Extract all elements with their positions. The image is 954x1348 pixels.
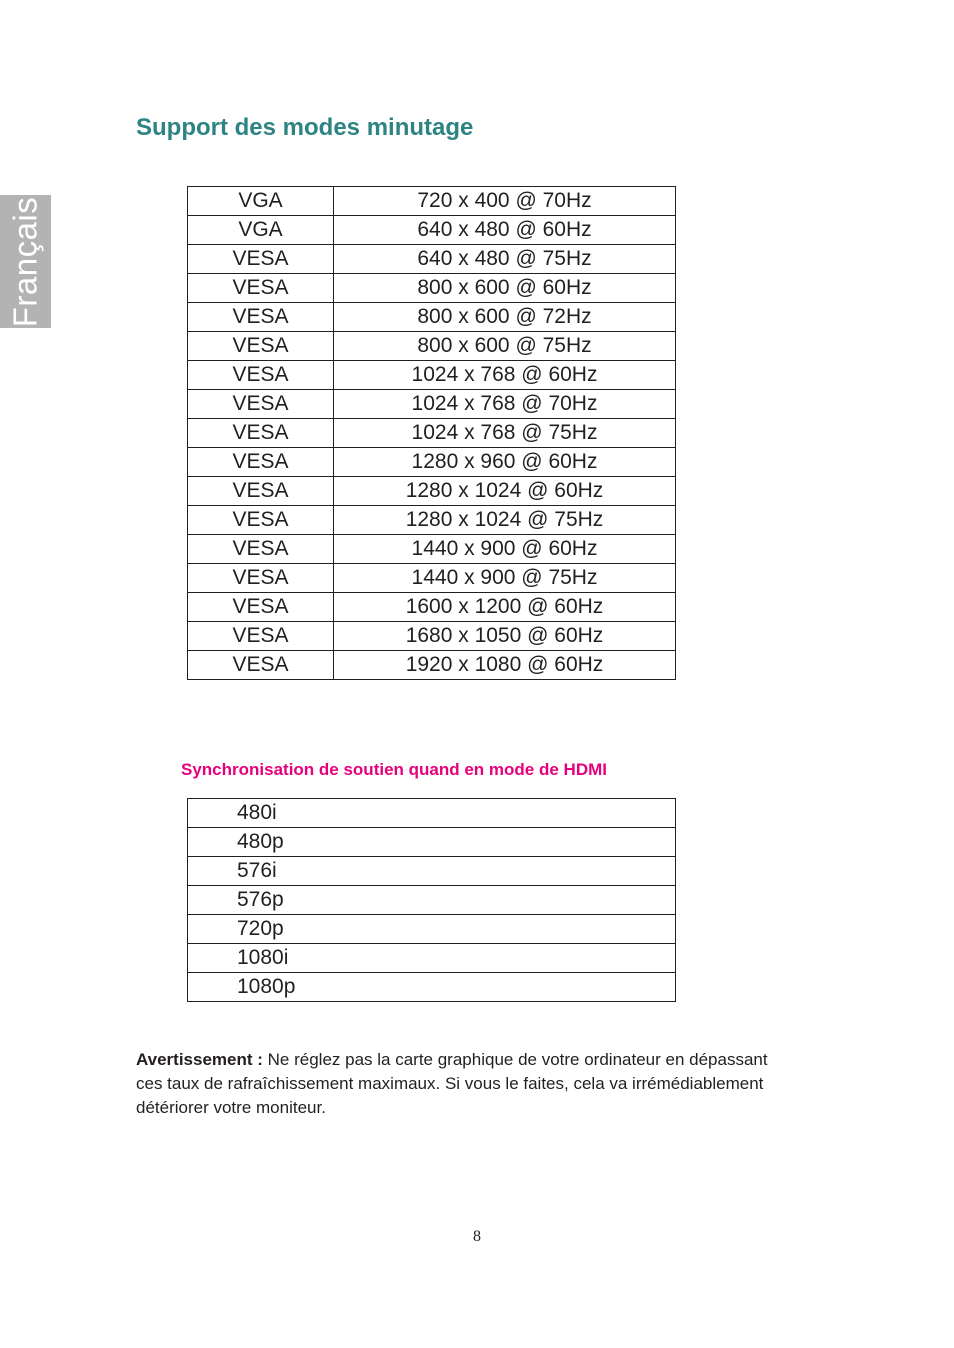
hdmi-mode-cell: 576p: [188, 886, 676, 915]
hdmi-modes-table: [187, 798, 676, 1002]
table-row: [188, 419, 676, 448]
resolution-cell: 1024 x 768 @ 70Hz: [334, 390, 676, 419]
standard-cell: VESA: [188, 390, 334, 419]
warning-label: Avertissement :: [136, 1050, 263, 1069]
table-row: [188, 651, 676, 680]
resolution-cell: 1600 x 1200 @ 60Hz: [334, 593, 676, 622]
table-row: [188, 915, 676, 944]
standard-cell: VESA: [188, 361, 334, 390]
language-label: Français: [6, 196, 44, 327]
standard-cell: VGA: [188, 187, 334, 216]
resolution-cell: 800 x 600 @ 72Hz: [334, 303, 676, 332]
hdmi-modes-table-body: [188, 799, 676, 1002]
resolution-cell: 1440 x 900 @ 60Hz: [334, 535, 676, 564]
resolution-cell: 1024 x 768 @ 75Hz: [334, 419, 676, 448]
table-row: [188, 274, 676, 303]
warning-text: Ne réglez pas la carte graphique de votre ordinateur en dépassant ces taux de rafraîchissement maximaux. Si vous le faites, cela va irrémédiablement détériorer votre moniteur.: [136, 1050, 768, 1117]
table-row: [188, 477, 676, 506]
standard-cell: VESA: [188, 593, 334, 622]
page-number: 8: [473, 1228, 481, 1245]
table-row: [188, 245, 676, 274]
hdmi-mode-cell: 480i: [188, 799, 676, 828]
table-row: [188, 535, 676, 564]
resolution-cell: 1280 x 960 @ 60Hz: [334, 448, 676, 477]
timing-modes-table-body: [188, 187, 676, 680]
hdmi-mode-cell: 480p: [188, 828, 676, 857]
resolution-cell: 1440 x 900 @ 75Hz: [334, 564, 676, 593]
table-row: [188, 187, 676, 216]
standard-cell: VESA: [188, 303, 334, 332]
standard-cell: VESA: [188, 564, 334, 593]
standard-cell: VESA: [188, 448, 334, 477]
standard-cell: VESA: [188, 419, 334, 448]
hdmi-mode-cell: 720p: [188, 915, 676, 944]
table-row: [188, 506, 676, 535]
standard-cell: VESA: [188, 245, 334, 274]
resolution-cell: 720 x 400 @ 70Hz: [334, 187, 676, 216]
hdmi-mode-cell: 1080p: [188, 973, 676, 1002]
standard-cell: VESA: [188, 651, 334, 680]
table-row: [188, 361, 676, 390]
table-row: [188, 593, 676, 622]
standard-cell: VESA: [188, 332, 334, 361]
table-row: [188, 216, 676, 245]
hdmi-mode-cell: 1080i: [188, 944, 676, 973]
table-row: [188, 622, 676, 651]
language-side-tab: [0, 195, 51, 328]
resolution-cell: 800 x 600 @ 60Hz: [334, 274, 676, 303]
standard-cell: VGA: [188, 216, 334, 245]
hdmi-mode-cell: 576i: [188, 857, 676, 886]
resolution-cell: 1280 x 1024 @ 60Hz: [334, 477, 676, 506]
table-row: [188, 564, 676, 593]
resolution-cell: 800 x 600 @ 75Hz: [334, 332, 676, 361]
resolution-cell: 1920 x 1080 @ 60Hz: [334, 651, 676, 680]
table-row: [188, 973, 676, 1002]
resolution-cell: 640 x 480 @ 75Hz: [334, 245, 676, 274]
standard-cell: VESA: [188, 477, 334, 506]
table-row: [188, 799, 676, 828]
table-row: [188, 828, 676, 857]
table-row: [188, 944, 676, 973]
warning-paragraph: [136, 1048, 796, 1120]
table-row: [188, 857, 676, 886]
standard-cell: VESA: [188, 506, 334, 535]
table-row: [188, 886, 676, 915]
page-title: Support des modes minutage: [136, 114, 474, 141]
table-row: [188, 303, 676, 332]
standard-cell: VESA: [188, 535, 334, 564]
resolution-cell: 640 x 480 @ 60Hz: [334, 216, 676, 245]
table-row: [188, 390, 676, 419]
standard-cell: VESA: [188, 274, 334, 303]
resolution-cell: 1680 x 1050 @ 60Hz: [334, 622, 676, 651]
resolution-cell: 1024 x 768 @ 60Hz: [334, 361, 676, 390]
resolution-cell: 1280 x 1024 @ 75Hz: [334, 506, 676, 535]
hdmi-section-title: Synchronisation de soutien quand en mode de HDMI: [181, 760, 607, 779]
table-row: [188, 448, 676, 477]
standard-cell: VESA: [188, 622, 334, 651]
timing-modes-table: [187, 186, 676, 680]
table-row: [188, 332, 676, 361]
